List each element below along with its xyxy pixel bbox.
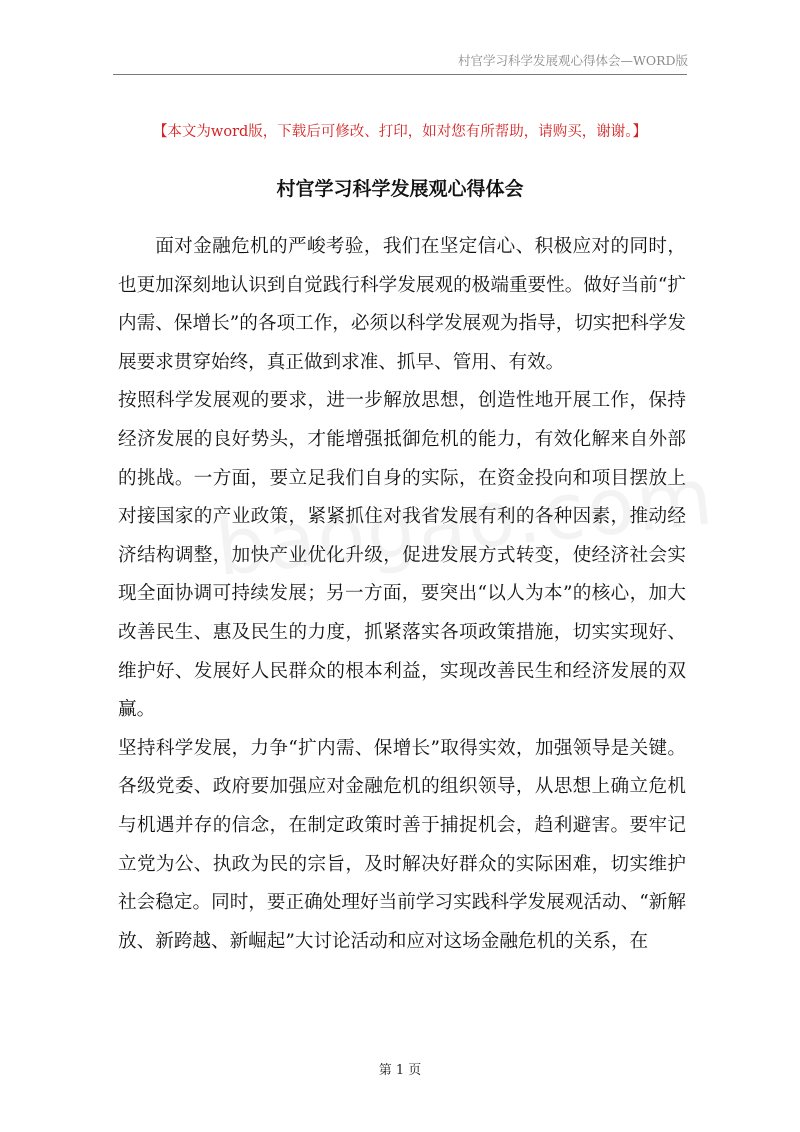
running-header-title: 村官学习科学发展观心得体会—WORD版 — [457, 53, 688, 68]
paragraph-1: 面对金融危机的严峻考验，我们在坚定信心、积极应对的同时，也更加深刻地认识到自觉践行科学发展观的极端重要性。做好当前“扩内需、保增长”的各项工作，必须以科学发展观为指导，切实把科学发展要求贯穿始终，真正做到求准、抓早、管用、有效。 — [118, 236, 686, 373]
page-number: 第 1 页 — [378, 1063, 422, 1078]
header-divider — [113, 74, 687, 75]
document-title: 村官学习科学发展观心得体会 — [276, 178, 524, 200]
document-body — [118, 228, 686, 961]
paragraph-2: 按照科学发展观的要求，进一步解放思想，创造性地开展工作，保持经济发展的良好势头，才能增强抵御危机的能力，有效化解来自外部的挑战。一方面，要立足我们自身的实际，在资金投向和项目摆放上对接国家的产业政策，紧紧抓住对我省发展有利的各种因素，推动经济结构调整，加快产业优化升级，促进发展方式转变，使经济社会实现全面协调可持续发展；另一方面，要突出“以人为本”的核心，加大改善民生、惠及民生的力度，抓紧落实各项政策措施，切实实现好、维护好、发展好人民群众的根本利益，实现改善民生和经济发展的双赢。 — [118, 390, 686, 721]
purchase-notice: 【本文为word版，下载后可修改、打印，如对您有所帮助，请购买，谢谢。】 — [152, 124, 648, 140]
paragraph-3: 坚持科学发展，力争“扩内需、保增长”取得实效，加强领导是关键。各级党委、政府要加强应对金融危机的组织领导，从思想上确立危机与机遇并存的信念，在制定政策时善于捕捉机会，趋利避害。要牢记立党为公、执政为民的宗旨，及时解决好群众的实际困难，切实维护社会稳定。同时，要正确处理好当前学习实践科学发展观活动、“新解放、新跨越、新崛起”大讨论活动和应对这场金融危机的关系，在 — [118, 737, 686, 952]
